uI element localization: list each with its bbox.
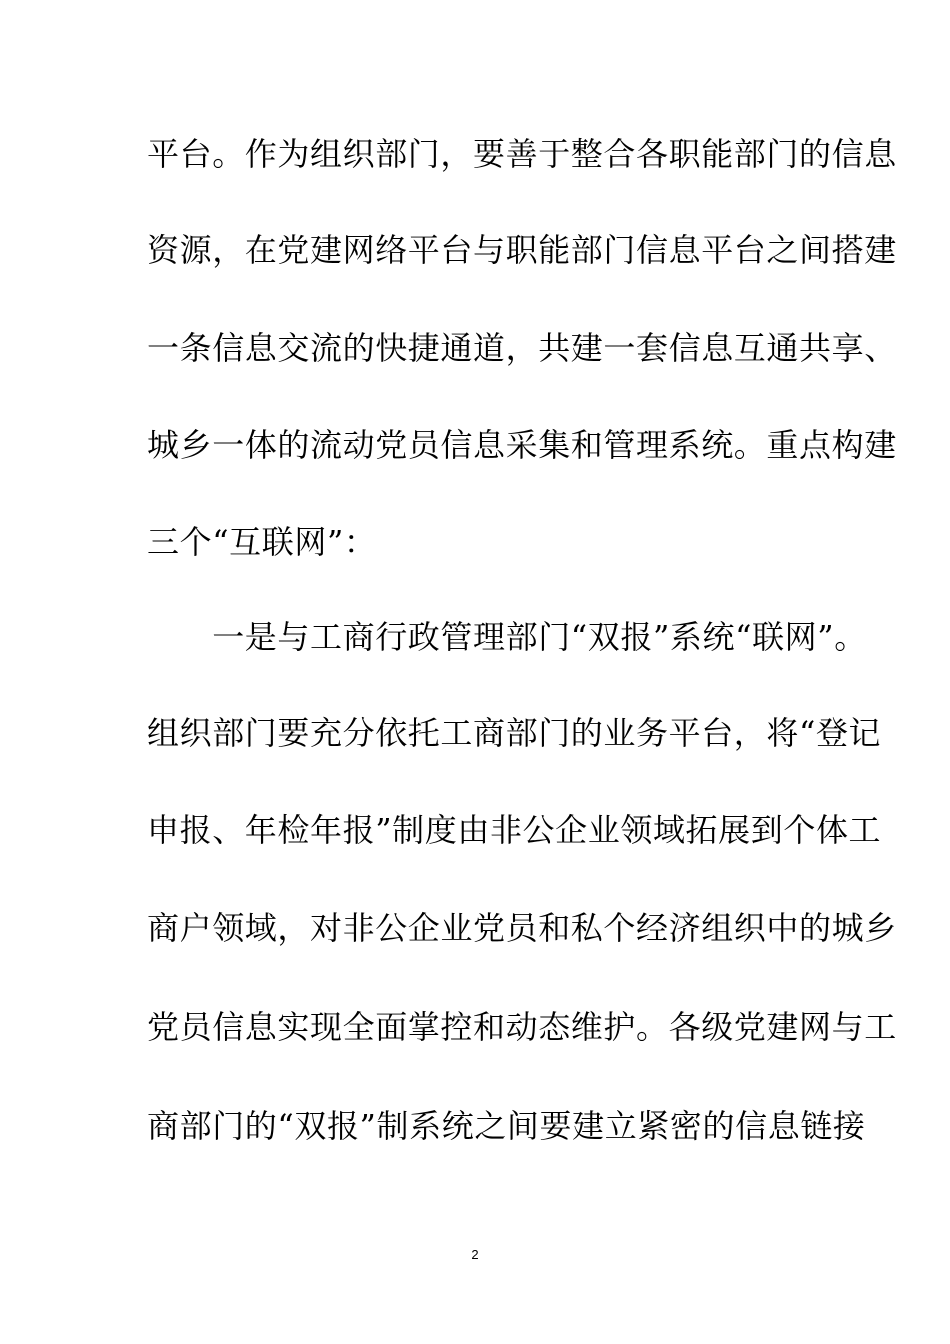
body-text-line: 组织部门要充分依托工商部门的业务平台，将“登记	[147, 714, 882, 752]
body-text-line: 商户领域，对非公企业党员和私个经济组织中的城乡	[147, 909, 897, 947]
body-text-line: 资源，在党建网络平台与职能部门信息平台之间搭建	[147, 231, 897, 269]
body-text-line: 平台。作为组织部门，要善于整合各职能部门的信息	[147, 135, 897, 173]
paragraph-first-line: 一是与工商行政管理部门“双报”系统“联网”。	[147, 618, 867, 656]
page-number: 2	[471, 1247, 479, 1262]
body-text-line: 党员信息实现全面掌控和动态维护。各级党建网与工	[147, 1008, 897, 1046]
body-text-line: 商部门的“双报”制系统之间要建立紧密的信息链接	[147, 1107, 866, 1145]
body-text-line: 一条信息交流的快捷通道，共建一套信息互通共享、	[147, 329, 897, 367]
body-text-line: 申报、年检年报”制度由非公企业领域拓展到个体工	[147, 811, 882, 849]
body-text-line: 三个“互联网”：	[147, 523, 377, 561]
body-text-line: 城乡一体的流动党员信息采集和管理系统。重点构建	[147, 426, 897, 464]
